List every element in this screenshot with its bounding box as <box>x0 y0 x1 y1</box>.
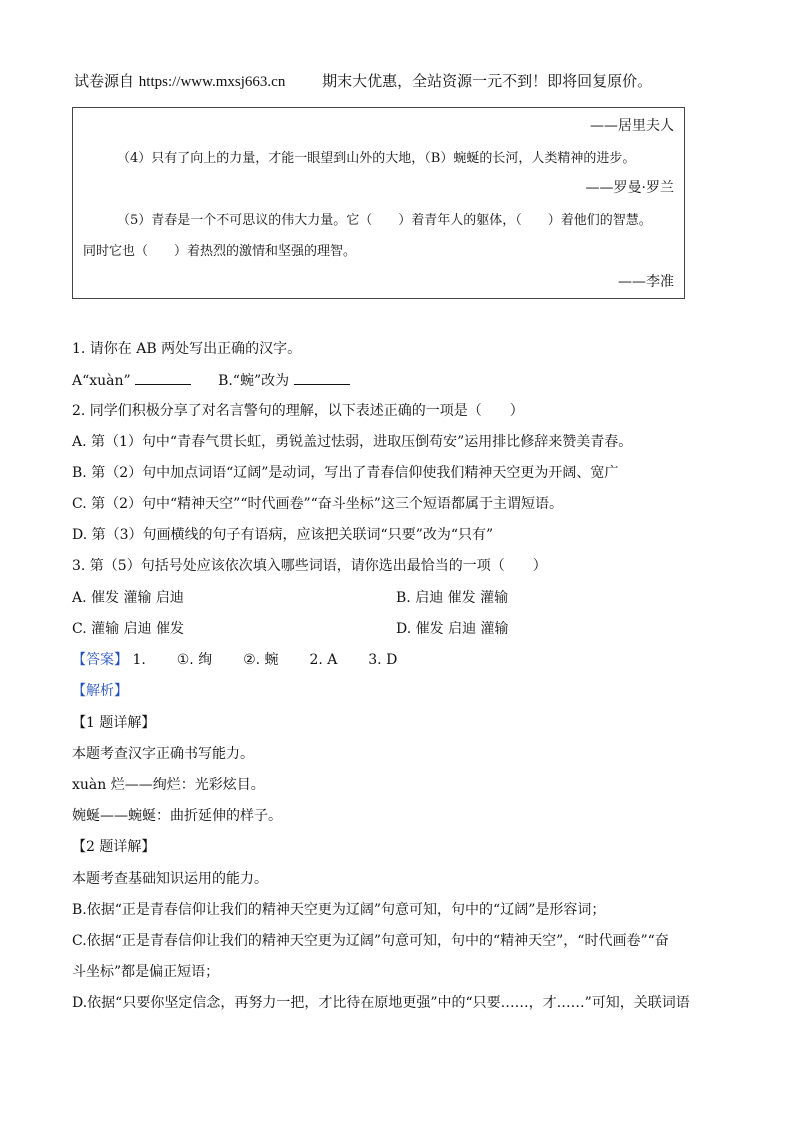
analysis-paragraph: 本题考查汉字正确书写能力。 <box>72 746 254 762</box>
q1-b-blank[interactable] <box>294 370 350 385</box>
question-3-option-a: A. 催发 灌输 启迪 <box>72 590 184 606</box>
quote-box <box>72 107 685 299</box>
q1-b-label: B.“蜿”改为 <box>218 373 290 389</box>
answer-num-1: 1. <box>132 652 146 668</box>
answer-2: 2. A <box>309 652 338 668</box>
q1-a-label: A“xuàn” <box>72 373 131 389</box>
quote-5-line-2: 同时它也（ ）着热烈的激情和坚强的理智。 <box>83 244 357 259</box>
question-3-stem: 3. 第（5）句括号处应该依次填入哪些词语，请你选出最恰当的一项（ ） <box>72 558 547 574</box>
analysis-heading-1: 【1 题详解】 <box>72 715 156 731</box>
analysis-paragraph: xuàn 烂——绚烂：光彩炫目。 <box>72 777 265 793</box>
question-1-stem: 1. 请你在 AB 两处写出正确的汉字。 <box>72 341 302 357</box>
quote-attribution: ——居里夫人 <box>590 118 674 134</box>
site-url-link[interactable]: https://www.mxsj663.cn <box>138 74 286 90</box>
question-2-option-d: D. 第（3）句画横线的句子有语病，应该把关联词“只要”改为“只有” <box>72 527 494 543</box>
question-3-option-d: D. 催发 启迪 灌输 <box>396 621 509 637</box>
analysis-paragraph: 斗坐标”都是偏正短语； <box>72 964 220 980</box>
analysis-label: 【解析】 <box>72 683 128 699</box>
answer-choice-1: ①. 绚 <box>176 652 213 668</box>
question-3-option-b: B. 启迪 催发 灌输 <box>396 590 509 606</box>
analysis-paragraph: 本题考查基础知识运用的能力。 <box>72 871 268 887</box>
page-header <box>74 70 734 93</box>
analysis-paragraph: C.依据“正是青春信仰让我们的精神天空更为辽阔”句意可知，句中的“精神天空”，“时代画卷”“奋 <box>72 933 669 949</box>
site-label: 试卷源自 <box>74 72 135 90</box>
answer-3: 3. D <box>368 652 398 668</box>
quote-attribution: ——罗曼·罗兰 <box>585 180 674 196</box>
analysis-paragraph: B.依据“正是青春信仰让我们的精神天空更为辽阔”句意可知，句中的“辽阔”是形容词； <box>72 902 606 918</box>
question-2-option-c: C. 第（2）句中“精神天空”“时代画卷”“奋斗坐标”这三个短语都属于主谓短语。 <box>72 496 563 512</box>
answer-label: 【答案】 <box>72 652 128 668</box>
question-2-option-a: A. 第（1）句中“青春气贯长虹，勇锐盖过怯弱，进取压倒苟安”运用排比修辞来赞美青春。 <box>72 434 633 450</box>
analysis-paragraph: D.依据“只要你坚定信念，再努力一把，才比待在原地更强”中的“只要……，才……”可知，关联词语 <box>72 995 690 1011</box>
quote-attribution: ——李准 <box>618 274 674 290</box>
quote-5-line-1: （5）青春是一个不可思议的伟大力量。它（ ）着青年人的躯体，（ ）着他们的智慧。 <box>117 213 652 228</box>
analysis-heading-2: 【2 题详解】 <box>72 839 156 855</box>
question-2-stem: 2. 同学们积极分享了对名言警句的理解，以下表述正确的一项是（ ） <box>72 403 524 419</box>
q1-a-blank[interactable] <box>135 370 191 385</box>
promo-text: 期末大优惠，全站资源一元不到！即将回复原价。 <box>322 72 653 90</box>
answer-line <box>72 650 397 670</box>
question-2-option-b: B. 第（2）句中加点词语“辽阔”是动词，写出了青春信仰使我们精神天空更为开阔、宽广 <box>72 465 619 481</box>
question-3-option-c: C. 灌输 启迪 催发 <box>72 621 185 637</box>
question-1-answers <box>72 370 350 391</box>
answer-choice-2: ②. 蜿 <box>243 652 279 668</box>
quote-4: （4）只有了向上的力量，才能一眼望到山外的大地，（B）蜿蜒的长河，人类精神的进步。 <box>117 151 636 166</box>
analysis-paragraph: 婉蜒——蜿蜒：曲折延伸的样子。 <box>72 808 282 824</box>
